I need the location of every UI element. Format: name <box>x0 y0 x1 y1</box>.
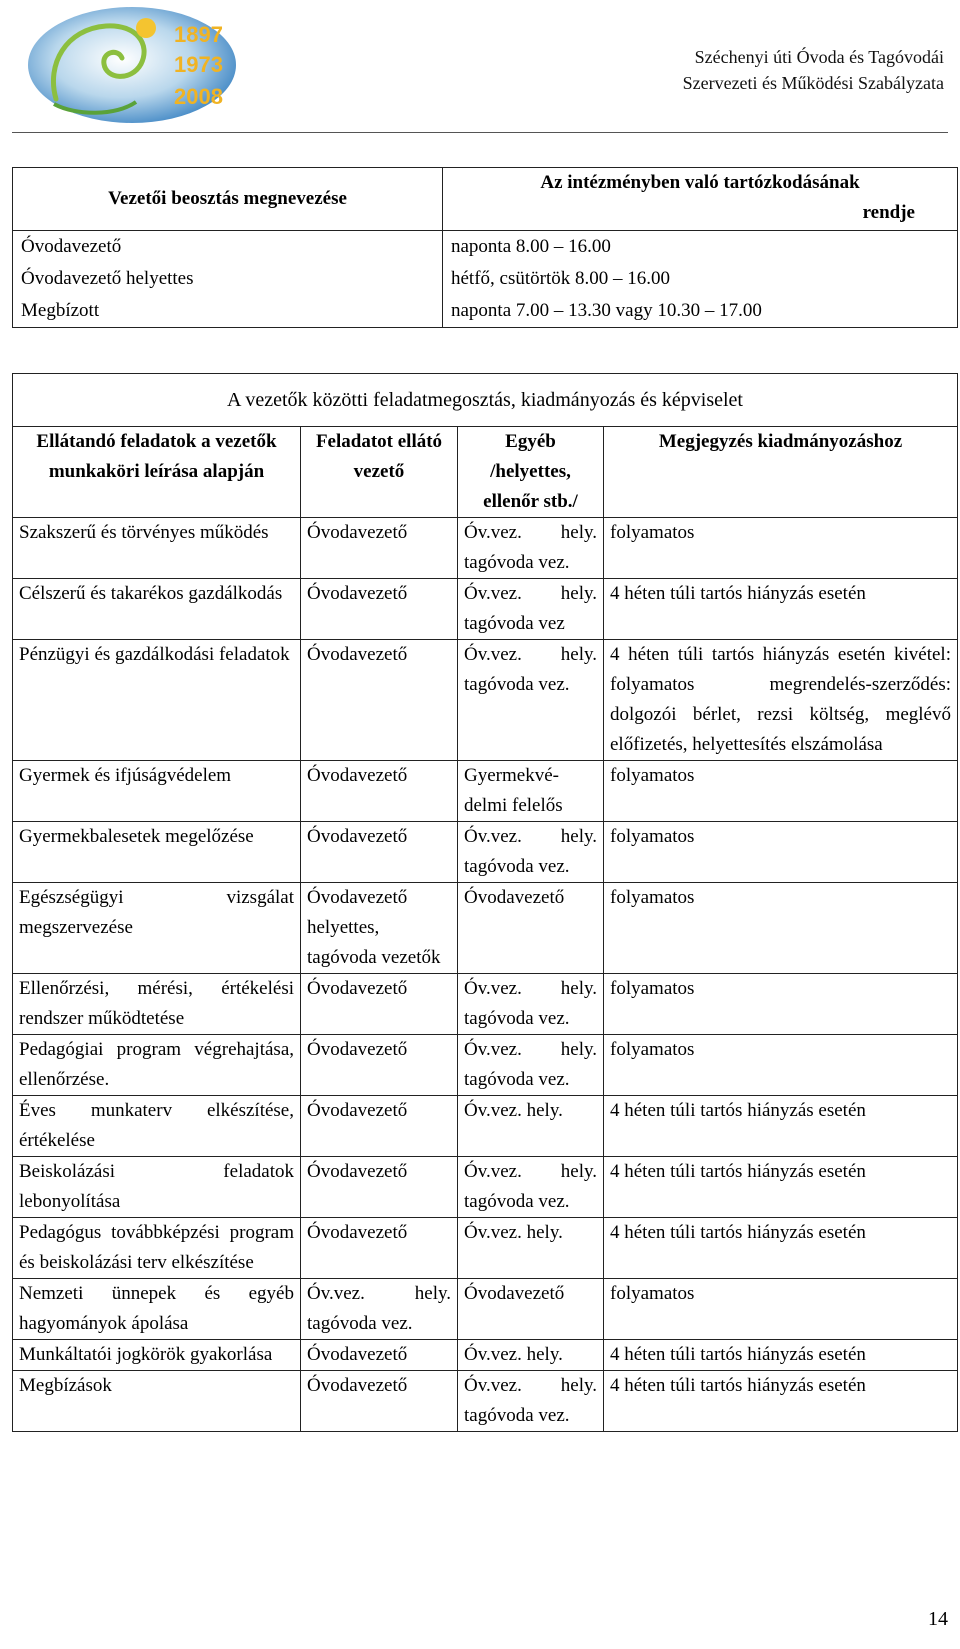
other-cell: Óv.vez. hely. tagóvoda vez. <box>458 640 604 761</box>
table-row <box>13 761 958 822</box>
tasks-table-body <box>13 518 958 1432</box>
presence-row <box>13 263 958 295</box>
presence-schedule: hétfő, csütörtök 8.00 – 16.00 <box>443 263 958 295</box>
leader-cell: Óvodavezető <box>301 518 458 579</box>
header-title-line2: Szervezeti és Működési Szabályzata <box>682 73 944 93</box>
task-cell: Munkáltatói jogkörök gyakorlása <box>13 1340 301 1371</box>
leader-cell: Óvodavezető <box>301 1340 458 1371</box>
other-cell: Óv.vez. hely. tagóvoda vez. <box>458 518 604 579</box>
table-row <box>13 1279 958 1340</box>
leader-cell: Óvodavezető <box>301 640 458 761</box>
table-row <box>13 822 958 883</box>
leader-cell: Óvodavezető <box>301 974 458 1035</box>
other-cell: Óvodavezető <box>458 883 604 974</box>
task-cell: Pénzügyi és gazdálkodási feladatok <box>13 640 301 761</box>
presence-table-header <box>13 168 958 231</box>
presence-col-schedule-header <box>443 168 958 231</box>
note-cell: folyamatos <box>604 518 958 579</box>
other-cell: Óv.vez. hely. tagóvoda vez. <box>458 1035 604 1096</box>
other-cell: Óvodavezető <box>458 1279 604 1340</box>
table-row <box>13 518 958 579</box>
other-cell: Óv.vez. hely. <box>458 1340 604 1371</box>
task-cell: Egészségügyi vizsgálat megszervezése <box>13 883 301 974</box>
tasks-col-leader-header: Feladatot ellátó vezető <box>301 427 458 518</box>
other-cell: Óv.vez. hely. <box>458 1096 604 1157</box>
other-cell: Óv.vez. hely. tagóvoda vez <box>458 579 604 640</box>
presence-col-role-header: Vezetői beosztás megnevezése <box>13 168 443 231</box>
table-row <box>13 974 958 1035</box>
leader-cell: Óvodavezető <box>301 1096 458 1157</box>
other-cell: Gyermekvé-delmi felelős <box>458 761 604 822</box>
task-cell: Gyermek és ifjúságvédelem <box>13 761 301 822</box>
task-cell: Beiskolázási feladatok lebonyolítása <box>13 1157 301 1218</box>
tasks-table-caption: A vezetők közötti feladatmegosztás, kiadmányozás és képviselet <box>13 374 958 427</box>
leader-cell: Óvodavezető <box>301 1371 458 1432</box>
note-cell: folyamatos <box>604 883 958 974</box>
task-cell: Éves munkaterv elkészítése, értékelése <box>13 1096 301 1157</box>
note-cell: folyamatos <box>604 1279 958 1340</box>
presence-schedule: naponta 7.00 – 13.30 vagy 10.30 – 17.00 <box>443 295 958 328</box>
other-cell: Óv.vez. hely. tagóvoda vez. <box>458 822 604 883</box>
note-cell: 4 héten túli tartós hiányzás esetén <box>604 579 958 640</box>
svg-text:2008: 2008 <box>174 84 223 109</box>
leader-cell: Óvodavezető <box>301 1035 458 1096</box>
task-cell: Gyermekbalesetek megelőzése <box>13 822 301 883</box>
presence-row <box>13 231 958 264</box>
note-cell: folyamatos <box>604 822 958 883</box>
table-row <box>13 1340 958 1371</box>
leader-cell: Óvodavezető <box>301 761 458 822</box>
task-cell: Ellenőrzési, mérési, értékelési rendszer működtetése <box>13 974 301 1035</box>
tasks-col-other-header: Egyéb /helyettes, ellenőr stb./ <box>458 427 604 518</box>
table-row <box>13 1035 958 1096</box>
other-cell: Óv.vez. hely. tagóvoda vez. <box>458 974 604 1035</box>
task-cell: Szakszerű és törvényes működés <box>13 518 301 579</box>
leader-cell: Óv.vez. hely. tagóvoda vez. <box>301 1279 458 1340</box>
leader-cell: Óvodavezető <box>301 1157 458 1218</box>
presence-role: Óvodavezető helyettes <box>13 263 443 295</box>
presence-role: Óvodavezető <box>13 231 443 264</box>
task-cell: Nemzeti ünnepek és egyéb hagyományok ápolása <box>13 1279 301 1340</box>
other-cell: Óv.vez. hely. tagóvoda vez. <box>458 1157 604 1218</box>
note-cell: 4 héten túli tartós hiányzás esetén <box>604 1340 958 1371</box>
presence-col-schedule-header-line2: rendje <box>862 202 915 223</box>
table-row <box>13 1157 958 1218</box>
leader-cell: Óvodavezető <box>301 1218 458 1279</box>
header-title-line1: Széchenyi úti Óvoda és Tagóvodái <box>694 47 944 67</box>
note-cell: 4 héten túli tartós hiányzás esetén <box>604 1371 958 1432</box>
header-divider <box>12 132 948 133</box>
other-cell: Óv.vez. hely. tagóvoda vez. <box>458 1371 604 1432</box>
presence-role: Megbízott <box>13 295 443 328</box>
task-cell: Megbízások <box>13 1371 301 1432</box>
presence-row <box>13 295 958 328</box>
table-row <box>13 1218 958 1279</box>
note-cell: folyamatos <box>604 974 958 1035</box>
note-cell: 4 héten túli tartós hiányzás esetén <box>604 1096 958 1157</box>
table-row <box>13 1371 958 1432</box>
tasks-table-header <box>13 427 958 518</box>
note-cell: 4 héten túli tartós hiányzás esetén kivétel: folyamatos megrendelés-szerződés: dolgozói bérlet, rezsi költség, meglévő előfizetés, helyettesítés elszámolása <box>604 640 958 761</box>
note-cell: folyamatos <box>604 1035 958 1096</box>
presence-col-schedule-header-line1: Az intézményben való tartózkodásának <box>540 172 860 193</box>
leader-cell: Óvodavezető <box>301 579 458 640</box>
presence-schedule: naponta 8.00 – 16.00 <box>443 231 958 264</box>
task-cell: Pedagógus továbbképzési program és beiskolázási terv elkészítése <box>13 1218 301 1279</box>
note-cell: 4 héten túli tartós hiányzás esetén <box>604 1218 958 1279</box>
presence-table <box>12 167 958 328</box>
tasks-col-note-header: Megjegyzés kiadmányozáshoz <box>604 427 958 518</box>
svg-text:1973: 1973 <box>174 52 223 77</box>
table-row <box>13 579 958 640</box>
table-row <box>13 883 958 974</box>
leader-cell: Óvodavezető helyettes, tagóvoda vezetők <box>301 883 458 974</box>
task-cell: Célszerű és takarékos gazdálkodás <box>13 579 301 640</box>
page-number: 14 <box>928 1608 948 1630</box>
table-row <box>13 1096 958 1157</box>
document-header <box>683 44 944 96</box>
leader-cell: Óvodavezető <box>301 822 458 883</box>
tasks-col-task-header: Ellátandó feladatok a vezetők munkaköri leírása alapján <box>13 427 301 518</box>
svg-text:1897: 1897 <box>174 22 223 47</box>
tasks-table <box>12 373 958 1432</box>
note-cell: 4 héten túli tartós hiányzás esetén <box>604 1157 958 1218</box>
kindergarten-logo <box>26 4 238 126</box>
table-row <box>13 640 958 761</box>
note-cell: folyamatos <box>604 761 958 822</box>
task-cell: Pedagógiai program végrehajtása, ellenőrzése. <box>13 1035 301 1096</box>
other-cell: Óv.vez. hely. <box>458 1218 604 1279</box>
